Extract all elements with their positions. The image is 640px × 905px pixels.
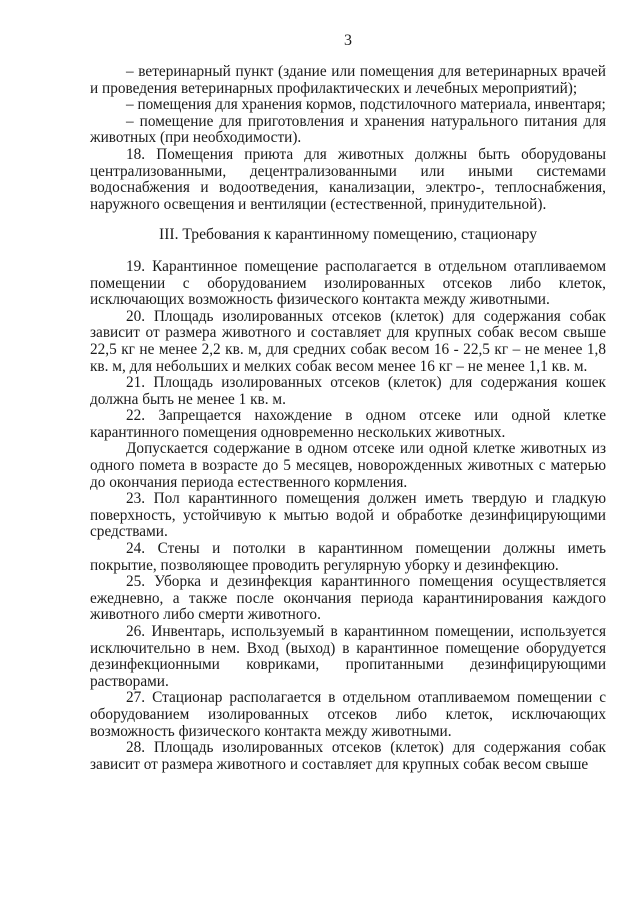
paragraph: – помещения для хранения кормов, подстилочного материала, инвентаря; — [126, 96, 606, 114]
paragraph: 20. Площадь изолированных отсеков (клеток) для содержания собак зависит от размера животного и составляет для крупных собак весом свыше 22,5 кг не менее 2,2 кв. м, для средних собак весом 16 - 22,5 кг – не менее 1,8 кв. м, для небольших и мелких собак весом менее 16 кг – не менее 1,1 кв. м. — [90, 307, 606, 375]
paragraph: 28. Площадь изолированных отсеков (клеток) для содержания собак зависит от размера животного и составляет для крупных собак весом свыше — [90, 739, 606, 773]
paragraph: 24. Стены и потолки в карантинном помещении должны иметь покрытие, позволяющее проводить регулярную уборку и дезинфекцию. — [90, 540, 606, 574]
paragraph: 23. Пол карантинного помещения должен иметь твердую и гладкую поверхность, устойчивую к мытью водой и обработке дезинфицирующими средствами. — [90, 490, 606, 541]
page-number: 3 — [344, 32, 352, 49]
paragraph: – помещение для приготовления и хранения натурального питания для животных (при необходимости). — [90, 112, 606, 147]
paragraph: 19. Карантинное помещение располагается в отдельном отапливаемом помещении с оборудованием изолированных отсеков либо клеток, исключающих возможность физического контакта между животными. — [90, 257, 606, 309]
paragraph: 27. Стационар располагается в отдельном отапливаемом помещении с оборудованием изолированных отсеков либо клеток, исключающих возможность физического контакта между животными. — [90, 689, 606, 740]
paragraph: 18. Помещения приюта для животных должны быть оборудованы централизованными, децентрализованными или иными системами водоснабжения и водоотведения, канализации, электро-, теплоснабжения, наружного освещения и вентиляции (естественной, принудительной). — [90, 145, 606, 213]
paragraph: – ветеринарный пункт (здание или помещения для ветеринарных врачей и проведения ветеринарных профилактических и лечебных мероприятий); — [90, 63, 606, 97]
section-heading: III. Требования к карантинному помещению, стационару — [159, 226, 537, 244]
paragraph: Допускается содержание в одном отсеке или одной клетке животных из одного помета в возрасте до 5 месяцев, новорожденных животных с матерью до окончания периода естественного кормления. — [90, 440, 606, 491]
document-body — [90, 64, 606, 773]
paragraph: 25. Уборка и дезинфекция карантинного помещения осуществляется ежедневно, а также после окончания периода карантинирования каждого животного либо смерти животного. — [90, 573, 606, 624]
paragraph: 22. Запрещается нахождение в одном отсеке или одной клетке карантинного помещения одновременно нескольких животных. — [90, 407, 606, 441]
paragraph: 21. Площадь изолированных отсеков (клеток) для содержания кошек должна быть не менее 1 кв. м. — [90, 374, 606, 408]
paragraph: 26. Инвентарь, используемый в карантинном помещении, используется исключительно в нем. Вход (выход) в карантинное помещение оборудуется дезинфекционными ковриками, пропитанными дезинфицирующими растворами. — [90, 623, 606, 690]
